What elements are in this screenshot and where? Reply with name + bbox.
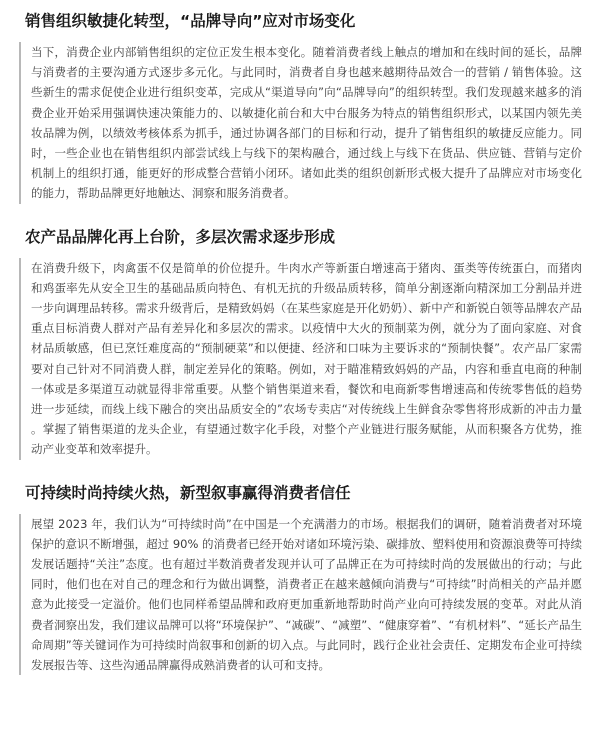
section-body-text: 展望 2023 年，我们认为“可持续时尚”在中国是一个充满潜力的市场。根据我们的调研，随着消费者对环境保护的意识不断增强，超过 90% 的消费者已经开始对诸如环境污染、碳排放、塑料使用和资源浪费等可持续发展话题持“关注”态度。也有超过半数消费者发现并认可了品牌正在为可持续时尚的发展做出的行动；与此同时，他们也在对自己的理念和行为做出调整，消费者正在越来越倾向消费与“可持续”时尚相关的产品并愿意为此接受一定溢价。他们也同样希望品牌和政府更加重新地帮助时尚产业向可持续发展的变革。对此从消费者洞察出发，我们建议品牌可以将“环境保护”、“减碳”、“减塑”、“健康穿着”、“有机材料”、“延长产品生命周期”等关键词作为可持续时尚叙事和创新的切入点。与此同时，践行企业社会责任、定期发布企业可持续发展报告等、这些沟通品牌赢得成熟消费者的认可和支持。 [31, 516, 582, 673]
section-quote-block [19, 42, 582, 204]
section-agricultural-branding [19, 226, 582, 460]
section-sales-organization [19, 10, 582, 204]
section-quote-block [19, 258, 582, 460]
section-body-text: 在消费升级下，肉禽蛋不仅是简单的价位提升。牛肉水产等新蛋白增速高于猪肉、蛋类等传统蛋白，而猪肉和鸡蛋率先从安全卫生的基础品质向特色、有机无抗的升级品质转移，简单分割逐渐向精深加工分割品并进一步向调理品转移。需求升级背后，是精致妈妈（在某些家庭是开化奶奶）、新中产和新锐白领等品牌农产品重点目标消费人群对产品有差异化和多层次的需求。以疫情中大火的预制菜为例，就分为了面向家庭、对食材品质敏感，但已烹饪难度高的“预制硬菜”和以便捷、经济和口味为主要诉求的“预制快餐”。农产品厂家需要对自己针对不同消费人群，制定差异化的策略。例如，对于瞄准精致妈妈的产品，内容和垂直电商的种制一体或是多渠道互动就显得非常重要。从整个销售渠道来看，餐饮和电商新零售增速高和传统零售低的趋势进一步延续，而线上线下融合的突出品质安全的”农场专卖店“对传统线上生鲜食杂零售将形成新的冲击力量 。掌握了销售渠道的龙头企业，有望通过数字化手段，对整个产业链进行服务赋能，从而积聚各方优势，推动产业变革和效率提升。 [31, 260, 582, 457]
section-heading: 可持续时尚持续火热，新型叙事赢得消费者信任 [25, 483, 351, 502]
section-heading: 销售组织敏捷化转型，“品牌导向”应对市场变化 [25, 12, 356, 30]
section-body-text: 当下，消费企业内部销售组织的定位正发生根本变化。随着消费者线上触点的增加和在线时间的延长，品牌与消费者的主要沟通方式逐步多元化。与此同时，消费者自身也越来越期待品效合一的营销 / 销售体验。这些新生的需求促使企业进行组织变革，完成从“渠道导向”向“品牌导向”的组织转型。我们发现越来越多的消费企业开始采用强调快速决策能力的、以敏捷化前台和大中台服务为特点的销售组织形式，以某国内领先美妆品牌为例，以绩效考核体系为抓手，通过协调各部门的目标和行动，提升了销售组织的敏捷反应能力。同时，一些企业也在销售组织内部尝试线上与线下的架构融合，通过线上与线下在货品、供应链、营销与定价机制上的组织打通，能更好的形成整合营销小闭环。诸如此类的组织创新形式极大提升了品牌应对市场变化的能力，帮助品牌更好地触达、洞察和服务消费者。 [31, 45, 582, 201]
section-sustainable-fashion [19, 482, 582, 676]
section-quote-block [19, 514, 582, 676]
section-heading: 农产品品牌化再上台阶，多层次需求逐步形成 [25, 227, 336, 246]
